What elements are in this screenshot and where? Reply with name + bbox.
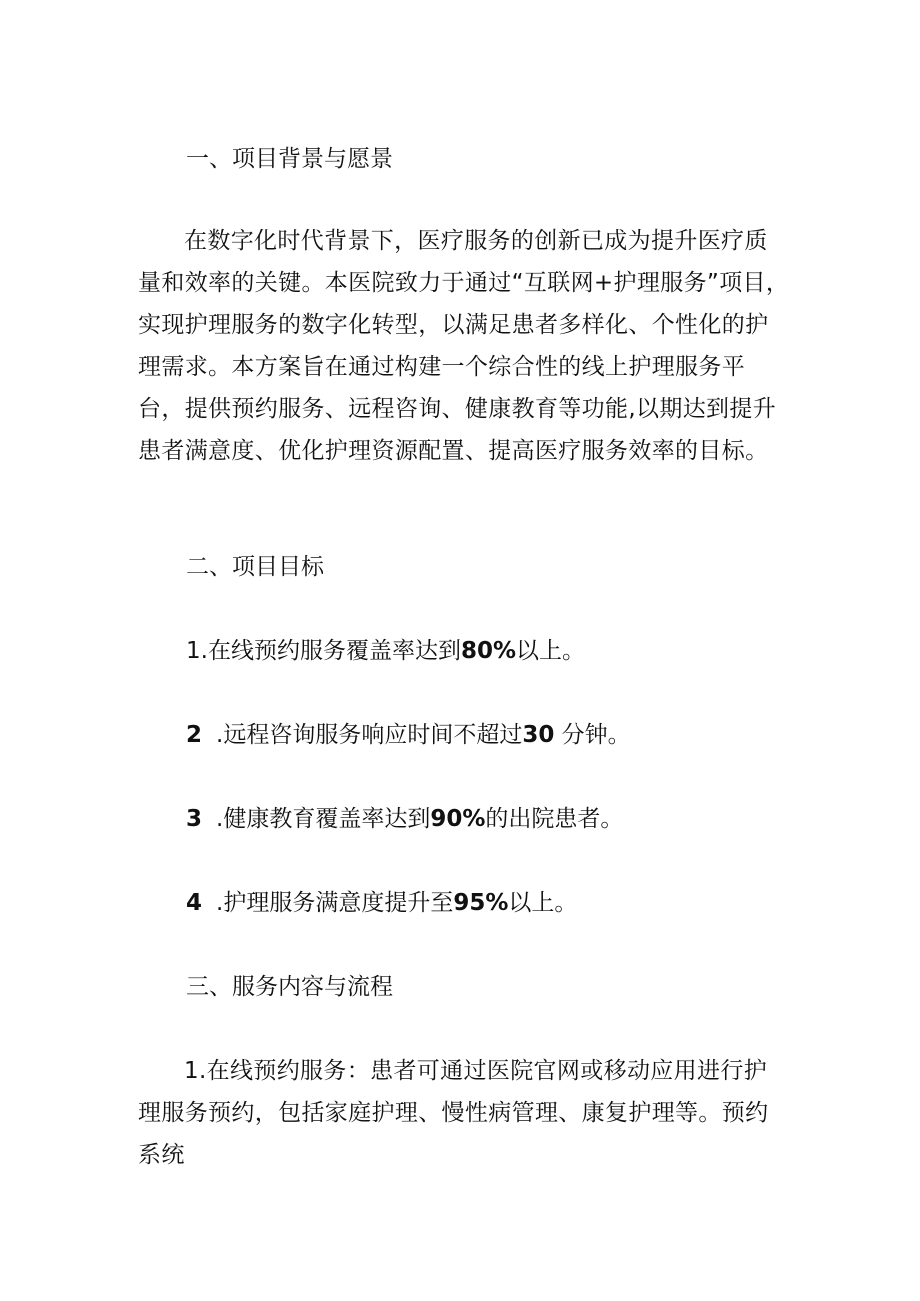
goal-item-2	[186, 718, 838, 752]
section-3-paragraph: 1.在线预约服务：患者可通过医院官网或移动应用进行护理服务预约，包括家庭护理、慢性病管理、康复护理等。预约系统	[138, 1058, 769, 1168]
section-1-paragraph: 在数字化时代背景下，医疗服务的创新已成为提升医疗质量和效率的关键。本医院致力于通过“互联网+护理服务”项目，实现护理服务的数字化转型，以满足患者多样化、个性化的护理需求。本方案旨在通过构建一个综合性的线上护理服务平台，提供预约服务、远程咨询、健康教育等功能,以期达到提升患者满意度、优化护理资源配置、提高医疗服务效率的目标。	[138, 228, 790, 464]
goal-3-value: 90%	[430, 806, 486, 832]
goal-4-value: 95%	[453, 890, 509, 916]
goal-1-value: 80%	[460, 638, 517, 664]
goal-2-text: .远程咨询服务响应时间不超过	[216, 722, 523, 748]
goal-1-text: 1.在线预约服务覆盖率达到	[186, 638, 461, 664]
section-3-heading: 三、服务内容与流程	[186, 974, 393, 1000]
goal-2-suffix: 分钟。	[561, 722, 631, 748]
goal-4-suffix: 以上。	[508, 890, 578, 916]
section-1-heading: 一、项目背景与愿景	[186, 146, 393, 172]
goal-2-value: 30	[522, 722, 555, 748]
section-2-heading: 二、项目目标	[186, 554, 324, 580]
goal-3-suffix: 的出院患者。	[485, 806, 624, 832]
goal-2-number: 2	[186, 722, 203, 748]
goal-item-3	[186, 802, 838, 836]
goal-3-number: 3	[186, 806, 203, 832]
goal-4-number: 4	[186, 890, 203, 916]
goal-3-text: .健康教育覆盖率达到	[216, 806, 431, 832]
goal-item-4	[186, 886, 838, 920]
goal-1-suffix: 以上。	[516, 638, 586, 664]
goal-4-text: .护理服务满意度提升至	[216, 890, 454, 916]
goal-item-1	[186, 634, 838, 668]
